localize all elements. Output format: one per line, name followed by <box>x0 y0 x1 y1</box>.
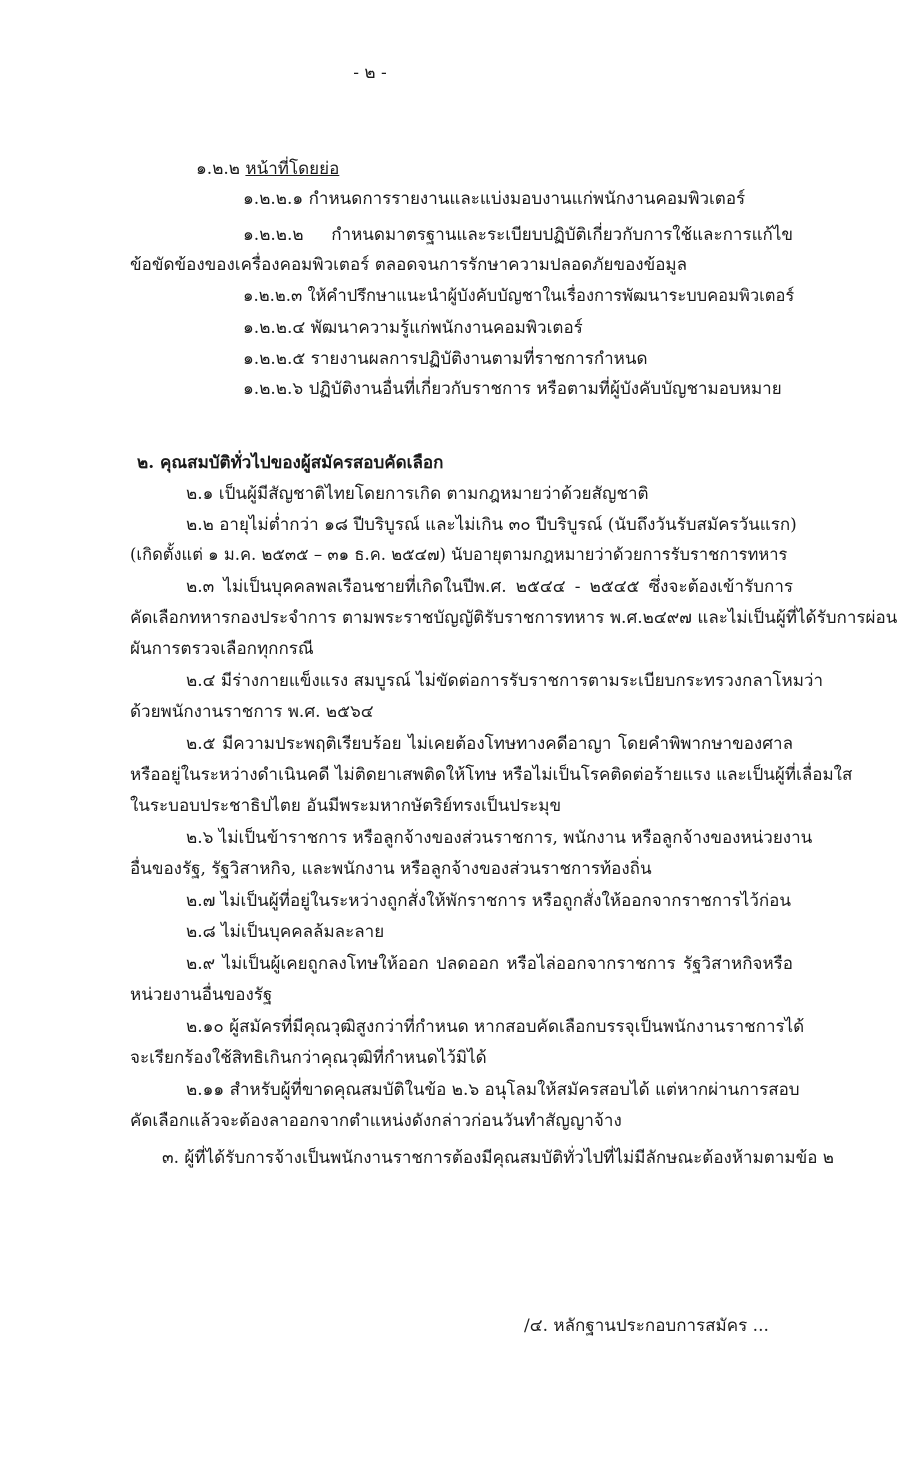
list-item: ๑.๒.๒.๓ ให้คำปรึกษาแนะนำผู้บังคับบัญชาในเรื่องการพัฒนาระบบคอมพิวเตอร์ <box>243 286 795 305</box>
list-item: ๑.๒.๒.๔ พัฒนาความรู้แก่พนักงานคอมพิวเตอร์ <box>243 318 583 338</box>
list-item: ๑.๒.๒.๖ ปฏิบัติงานอื่นที่เกี่ยวกับราชการ หรือตามที่ผู้บังคับบัญชามอบหมาย <box>243 379 782 399</box>
qualification-line: (เกิดตั้งแต่ ๑ ม.ค. ๒๕๓๕ – ๓๑ ธ.ค. ๒๕๔๗) นับอายุตามกฎหมายว่าด้วยการรับราชการทหาร <box>130 545 788 564</box>
qualification-line: ๒.๗ ไม่เป็นผู้ที่อยู่ในระหว่างถูกสั่งให้พักราชการ หรือถูกสั่งให้ออกจากราชการไว้ก่อน <box>186 891 791 911</box>
section-3-text: ๓. ผู้ที่ได้รับการจ้างเป็นพนักงานราชการต้องมีคุณสมบัติทั่วไปที่ไม่มีลักษณะต้องห้ามตามข้อ ๒ <box>162 1148 835 1168</box>
qualification-line: คัดเลือกแล้วจะต้องลาออกจากตำแหน่งดังกล่าวก่อนวันทำสัญญาจ้าง <box>130 1111 622 1131</box>
qualification-line: ๒.๑๐ ผู้สมัครที่มีคุณวุฒิสูงกว่าที่กำหนด หากสอบคัดเลือกบรรจุเป็นพนักงานราชการได้ <box>186 1017 805 1037</box>
page-number: - ๒ - <box>353 63 387 83</box>
qualification-line: ๒.๒ อายุไม่ต่ำกว่า ๑๘ ปีบริบูรณ์ และไม่เกิน ๓๐ ปีบริบูรณ์ (นับถึงวันรับสมัครวันแรก) <box>186 515 797 535</box>
qualification-line: ๒.๕ มีความประพฤติเรียบร้อย ไม่เคยต้องโทษทางคดีอาญา โดยคำพิพากษาของศาล <box>186 734 793 754</box>
qualification-line: ด้วยพนักงานราชการ พ.ศ. ๒๕๖๔ <box>130 702 374 722</box>
qualification-line: อื่นของรัฐ, รัฐวิสาหกิจ, และพนักงาน หรือลูกจ้างของส่วนราชการท้องถิ่น <box>130 859 652 879</box>
qualification-line: คัดเลือกทหารกองประจำการ ตามพระราชบัญญัติรับราชการทหาร พ.ศ.๒๔๙๗ และไม่เป็นผู้ที่ได้รับการผ่อน <box>130 608 897 628</box>
list-item: ๑.๒.๒.๑ กำหนดการรายงานและแบ่งมอบงานแก่พนักงานคอมพิวเตอร์ <box>243 189 746 209</box>
qualification-line: ๒.๙ ไม่เป็นผู้เคยถูกลงโทษให้ออก ปลดออก หรือไล่ออกจากราชการ รัฐวิสาหกิจหรือ <box>186 954 793 974</box>
section-2-heading: ๒. คุณสมบัติทั่วไปของผู้สมัครสอบคัดเลือก <box>137 453 444 473</box>
qualification-line: ในระบอบประชาธิปไตย อันมีพระมหากษัตริย์ทรงเป็นประมุข <box>130 796 562 816</box>
section-1-2-2-heading <box>196 154 339 184</box>
qualification-line: ๒.๓ ไม่เป็นบุคคลพลเรือนชายที่เกิดในปีพ.ศ. ๒๕๔๔ - ๒๕๔๕ ซึ่งจะต้องเข้ารับการ <box>186 577 793 597</box>
qualification-line: ๒.๑ เป็นผู้มีสัญชาติไทยโดยการเกิด ตามกฎหมายว่าด้วยสัญชาติ <box>186 484 649 504</box>
list-item: ๑.๒.๒.๒ กำหนดมาตรฐานและระเบียบปฏิบัติเกี่ยวกับการใช้และการแก้ไข <box>243 225 793 245</box>
qualification-line: ๒.๔ มีร่างกายแข็งแรง สมบูรณ์ ไม่ขัดต่อการรับราชการตามระเบียบกระทรวงกลาโหมว่า <box>186 671 823 691</box>
qualification-line: จะเรียกร้องใช้สิทธิเกินกว่าคุณวุฒิที่กำหนดไว้มิได้ <box>130 1048 487 1068</box>
continuation-note: /๔. หลักฐานประกอบการสมัคร ... <box>524 1316 769 1336</box>
qualification-line: หรืออยู่ในระหว่างดำเนินคดี ไม่ติดยาเสพติดให้โทษ หรือไม่เป็นโรคติดต่อร้ายแรง และเป็นผู้ที่เลื่อมใส <box>130 765 853 785</box>
list-item-continuation: ข้อขัดข้องของเครื่องคอมพิวเตอร์ ตลอดจนการรักษาความปลอดภัยของข้อมูล <box>130 255 688 275</box>
section-1-2-2-number: ๑.๒.๒ <box>196 159 241 179</box>
qualification-line: ๒.๘ ไม่เป็นบุคคลล้มละลาย <box>186 922 385 942</box>
qualification-line: ผันการตรวจเลือกทุกกรณี <box>130 639 314 659</box>
qualification-line: ๒.๖ ไม่เป็นข้าราชการ หรือลูกจ้างของส่วนราชการ, พนักงาน หรือลูกจ้างของหน่วยงาน <box>186 828 813 848</box>
list-item: ๑.๒.๒.๕ รายงานผลการปฏิบัติงานตามที่ราชการกำหนด <box>243 349 648 369</box>
section-1-2-2-title: หน้าที่โดยย่อ <box>245 159 340 179</box>
qualification-line: ๒.๑๑ สำหรับผู้ที่ขาดคุณสมบัติในข้อ ๒.๖ อนุโลมให้สมัครสอบได้ แต่หากผ่านการสอบ <box>186 1080 800 1100</box>
qualification-line: หน่วยงานอื่นของรัฐ <box>130 985 273 1005</box>
